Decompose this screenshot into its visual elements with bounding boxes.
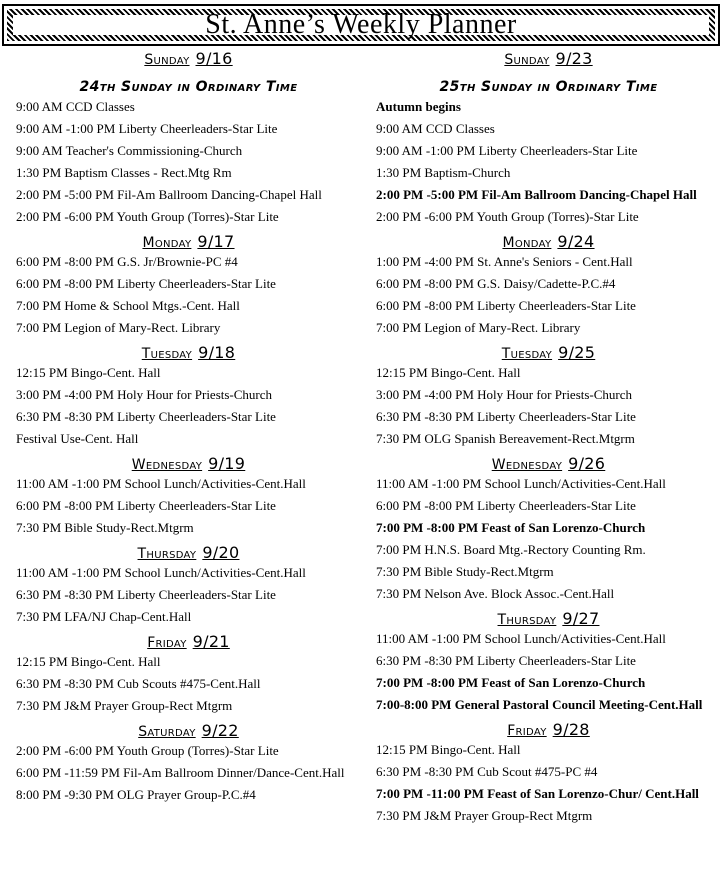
day-name: Wednesday (131, 457, 203, 473)
event-item: 11:00 AM -1:00 PM School Lunch/Activities-Cent.Hall (16, 476, 306, 491)
event-item: 2:00 PM -6:00 PM Youth Group (Torres)-Star Lite (16, 743, 279, 758)
event-item: 2:00 PM -5:00 PM Fil-Am Ballroom Dancing-Chapel Hall (16, 187, 322, 202)
day-date: 9/27 (562, 609, 600, 628)
event-item: 1:30 PM Baptism-Church (376, 165, 511, 180)
title-frame (7, 9, 715, 41)
day-date: 9/25 (558, 343, 596, 362)
event-item: 12:15 PM Bingo-Cent. Hall (16, 365, 161, 380)
event-item: 3:00 PM -4:00 PM Holy Hour for Priests-Church (16, 387, 273, 402)
event-item: 6:00 PM -8:00 PM G.S. Jr/Brownie-PC #4 (16, 254, 238, 269)
event-item: 7:30 PM J&M Prayer Group-Rect Mtgrm (16, 698, 233, 713)
day-date: 9/17 (197, 232, 235, 251)
day-name: Wednesday (491, 457, 563, 473)
day-header (16, 722, 361, 741)
event-item: 7:00-8:00 PM General Pastoral Council Meeting-Cent.Hall (376, 697, 703, 712)
day-date: 9/26 (568, 454, 606, 473)
day-date: 9/28 (552, 720, 590, 739)
event-item: 12:15 PM Bingo-Cent. Hall (16, 654, 161, 669)
event-item: 6:00 PM -8:00 PM Liberty Cheerleaders-Star Lite (16, 276, 276, 291)
event-item: 7:00 PM -11:00 PM Feast of San Lorenzo-Chur/ Cent.Hall (376, 786, 699, 801)
event-item: 11:00 AM -1:00 PM School Lunch/Activities-Cent.Hall (376, 631, 666, 646)
day-name: Saturday (138, 724, 196, 740)
event-item: 7:00 PM Legion of Mary-Rect. Library (16, 320, 221, 335)
day-header (16, 544, 361, 563)
event-item: 9:00 AM Teacher's Commissioning-Church (16, 143, 243, 158)
day-name: Thursday (497, 612, 557, 628)
day-name: Thursday (137, 546, 197, 562)
event-item: 6:00 PM -8:00 PM Liberty Cheerleaders-Star Lite (376, 498, 636, 513)
event-item: 6:30 PM -8:30 PM Liberty Cheerleaders-Star Lite (376, 409, 636, 424)
liturgical-occasion: 24th Sunday in Ordinary Time (79, 79, 298, 95)
event-item: 6:00 PM -8:00 PM G.S. Daisy/Cadette-P.C.#4 (376, 276, 616, 291)
event-item: 1:00 PM -4:00 PM St. Anne's Seniors - Cent.Hall (376, 254, 633, 269)
day-header (16, 50, 361, 69)
event-item: 7:30 PM OLG Spanish Bereavement-Rect.Mtgrm (376, 431, 635, 446)
week-column-right (376, 48, 721, 832)
event-item: 8:00 PM -9:30 PM OLG Prayer Group-P.C.#4 (16, 787, 256, 802)
day-note: Autumn begins (376, 99, 461, 114)
day-date: 9/18 (198, 343, 236, 362)
event-item: 6:30 PM -8:30 PM Cub Scouts #475-Cent.Hall (16, 676, 261, 691)
event-item: 12:15 PM Bingo-Cent. Hall (376, 742, 521, 757)
event-item: 7:30 PM Bible Study-Rect.Mtgrm (16, 520, 194, 535)
event-item: 7:30 PM Nelson Ave. Block Assoc.-Cent.Hall (376, 586, 615, 601)
day-date: 9/24 (557, 232, 595, 251)
event-item: 11:00 AM -1:00 PM School Lunch/Activities-Cent.Hall (376, 476, 666, 491)
event-item: 2:00 PM -5:00 PM Fil-Am Ballroom Dancing-Chapel Hall (376, 187, 697, 202)
day-header (376, 50, 721, 69)
event-item: 2:00 PM -6:00 PM Youth Group (Torres)-Star Lite (376, 209, 639, 224)
day-header (16, 344, 361, 363)
liturgical-occasion: 25th Sunday in Ordinary Time (439, 79, 658, 95)
day-date: 9/22 (201, 721, 239, 740)
day-header (376, 455, 721, 474)
day-name: Sunday (504, 52, 550, 68)
event-item: 7:00 PM -8:00 PM Feast of San Lorenzo-Church (376, 675, 646, 690)
event-item: 7:30 PM J&M Prayer Group-Rect Mtgrm (376, 808, 593, 823)
day-header (16, 633, 361, 652)
day-header (16, 233, 361, 252)
day-name: Friday (147, 635, 187, 651)
event-item: 7:00 PM Legion of Mary-Rect. Library (376, 320, 581, 335)
event-item: 12:15 PM Bingo-Cent. Hall (376, 365, 521, 380)
day-header (376, 610, 721, 629)
event-item: Festival Use-Cent. Hall (16, 431, 139, 446)
event-item: 2:00 PM -6:00 PM Youth Group (Torres)-Star Lite (16, 209, 279, 224)
event-item: 9:00 AM CCD Classes (16, 99, 135, 114)
event-item: 9:00 AM CCD Classes (376, 121, 495, 136)
event-item: 7:00 PM -8:00 PM Feast of San Lorenzo-Church (376, 520, 646, 535)
event-item: 6:30 PM -8:30 PM Liberty Cheerleaders-Star Lite (16, 409, 276, 424)
day-name: Monday (502, 235, 552, 251)
event-item: 6:30 PM -8:30 PM Liberty Cheerleaders-Star Lite (16, 587, 276, 602)
event-item: 11:00 AM -1:00 PM School Lunch/Activities-Cent.Hall (16, 565, 306, 580)
day-name: Monday (142, 235, 192, 251)
event-item: 7:30 PM LFA/NJ Chap-Cent.Hall (16, 609, 192, 624)
event-item: 7:00 PM H.N.S. Board Mtg.-Rectory Counting Rm. (376, 542, 646, 557)
day-header (376, 233, 721, 252)
event-item: 6:00 PM -8:00 PM Liberty Cheerleaders-Star Lite (16, 498, 276, 513)
event-item: 1:30 PM Baptism Classes - Rect.Mtg Rm (16, 165, 232, 180)
day-date: 9/21 (192, 632, 230, 651)
day-date: 9/23 (555, 49, 593, 68)
day-date: 9/16 (195, 49, 233, 68)
week-column-left (16, 48, 361, 811)
event-item: 6:30 PM -8:30 PM Cub Scout #475-PC #4 (376, 764, 598, 779)
event-item: 7:00 PM Home & School Mtgs.-Cent. Hall (16, 298, 240, 313)
event-item: 6:30 PM -8:30 PM Liberty Cheerleaders-Star Lite (376, 653, 636, 668)
day-header (16, 455, 361, 474)
day-date: 9/19 (208, 454, 246, 473)
day-name: Tuesday (501, 346, 553, 362)
event-item: 6:00 PM -8:00 PM Liberty Cheerleaders-Star Lite (376, 298, 636, 313)
event-item: 7:30 PM Bible Study-Rect.Mtgrm (376, 564, 554, 579)
event-item: 6:00 PM -11:59 PM Fil-Am Ballroom Dinner/Dance-Cent.Hall (16, 765, 345, 780)
day-name: Sunday (144, 52, 190, 68)
day-name: Tuesday (141, 346, 193, 362)
title-banner (2, 4, 720, 46)
day-header (376, 721, 721, 740)
event-item: 9:00 AM -1:00 PM Liberty Cheerleaders-Star Lite (376, 143, 638, 158)
day-date: 9/20 (202, 543, 240, 562)
page-title: St. Anne’s Weekly Planner (205, 9, 517, 40)
event-item: 9:00 AM -1:00 PM Liberty Cheerleaders-Star Lite (16, 121, 278, 136)
day-header (376, 344, 721, 363)
day-name: Friday (507, 723, 547, 739)
event-item: 3:00 PM -4:00 PM Holy Hour for Priests-Church (376, 387, 633, 402)
